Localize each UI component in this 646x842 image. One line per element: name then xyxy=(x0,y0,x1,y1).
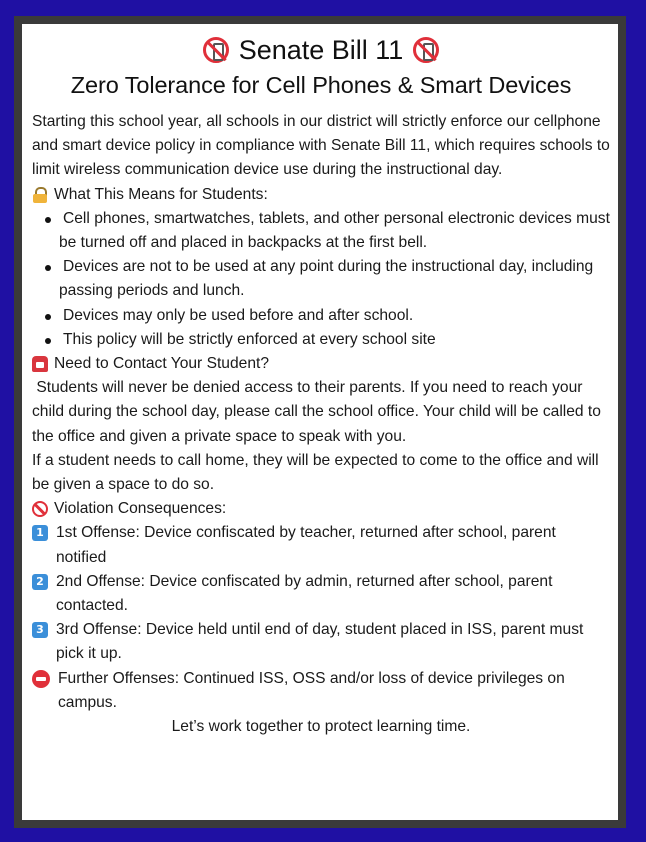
number-2-icon: 2 xyxy=(32,574,48,590)
students-bullet-list xyxy=(32,207,610,352)
bullet-text: This policy will be strictly enforced at every school site xyxy=(63,330,436,348)
bullet-text: Devices are not to be used at any point during the instructional day, including passing periods and lunch. xyxy=(59,258,594,300)
offense-text: 2nd Offense: Device confiscated by admin, returned after school, parent contacted. xyxy=(56,572,553,615)
contact-heading xyxy=(32,352,610,376)
prohibited-icon xyxy=(32,501,48,517)
further-offense-text: Further Offenses: Continued ISS, OSS and/or loss of device privileges on campus. xyxy=(58,669,565,711)
consequences-heading-text: Violation Consequences: xyxy=(54,500,227,518)
flyer-body xyxy=(32,110,610,739)
list-item xyxy=(32,255,610,303)
number-3-icon: 3 xyxy=(32,622,48,638)
intro-paragraph: Starting this school year, all schools in our district will strictly enforce our cellphone and smart device policy in compliance with Senate Bill 11, which requires schools to limit wireless communication device use during the instructional day. xyxy=(32,113,610,179)
list-item xyxy=(32,304,610,328)
flyer-frame xyxy=(14,16,626,828)
further-offense-item xyxy=(32,667,610,715)
no-entry-icon xyxy=(32,670,50,688)
offense-item-3 xyxy=(32,618,610,666)
offense-text: 1st Offense: Device confiscated by teacher, returned after school, parent notified xyxy=(56,524,556,566)
telephone-icon xyxy=(32,356,48,372)
number-1-icon: 1 xyxy=(32,525,48,541)
consequences-heading xyxy=(32,497,610,521)
list-item xyxy=(32,207,610,255)
bullet-text: Devices may only be used before and after school. xyxy=(63,306,414,324)
closing-line: Let’s work together to protect learning time. xyxy=(171,718,471,736)
bullet-text: Cell phones, smartwatches, tablets, and other personal electronic devices must be turned off and placed in backpacks at the first bell. xyxy=(59,209,610,252)
offense-item-2 xyxy=(32,570,610,618)
no-phone-icon xyxy=(203,37,229,63)
flyer-card xyxy=(22,24,618,820)
students-heading xyxy=(32,183,610,207)
offense-text: 3rd Offense: Device held until end of day, student placed in ISS, parent must pick it up. xyxy=(56,621,584,663)
contact-paragraph-2: If a student needs to call home, they will be expected to come to the office and will be given a space to do so. xyxy=(32,451,599,494)
lock-icon xyxy=(32,187,48,203)
contact-paragraph-1: Students will never be denied access to their parents. If you need to reach your child during the school day, please call the school office. Your child will be called to the office and given a private space to speak with you. xyxy=(32,379,606,445)
contact-heading-text: Need to Contact Your Student? xyxy=(54,355,270,373)
offense-item-1 xyxy=(32,521,610,569)
students-heading-text: What This Means for Students: xyxy=(54,185,268,203)
list-item xyxy=(32,328,610,352)
title-text: Senate Bill 11 xyxy=(238,35,404,65)
page-subtitle: Zero Tolerance for Cell Phones & Smart Devices xyxy=(70,72,572,98)
page-title xyxy=(32,32,610,68)
no-phone-icon xyxy=(413,37,439,63)
